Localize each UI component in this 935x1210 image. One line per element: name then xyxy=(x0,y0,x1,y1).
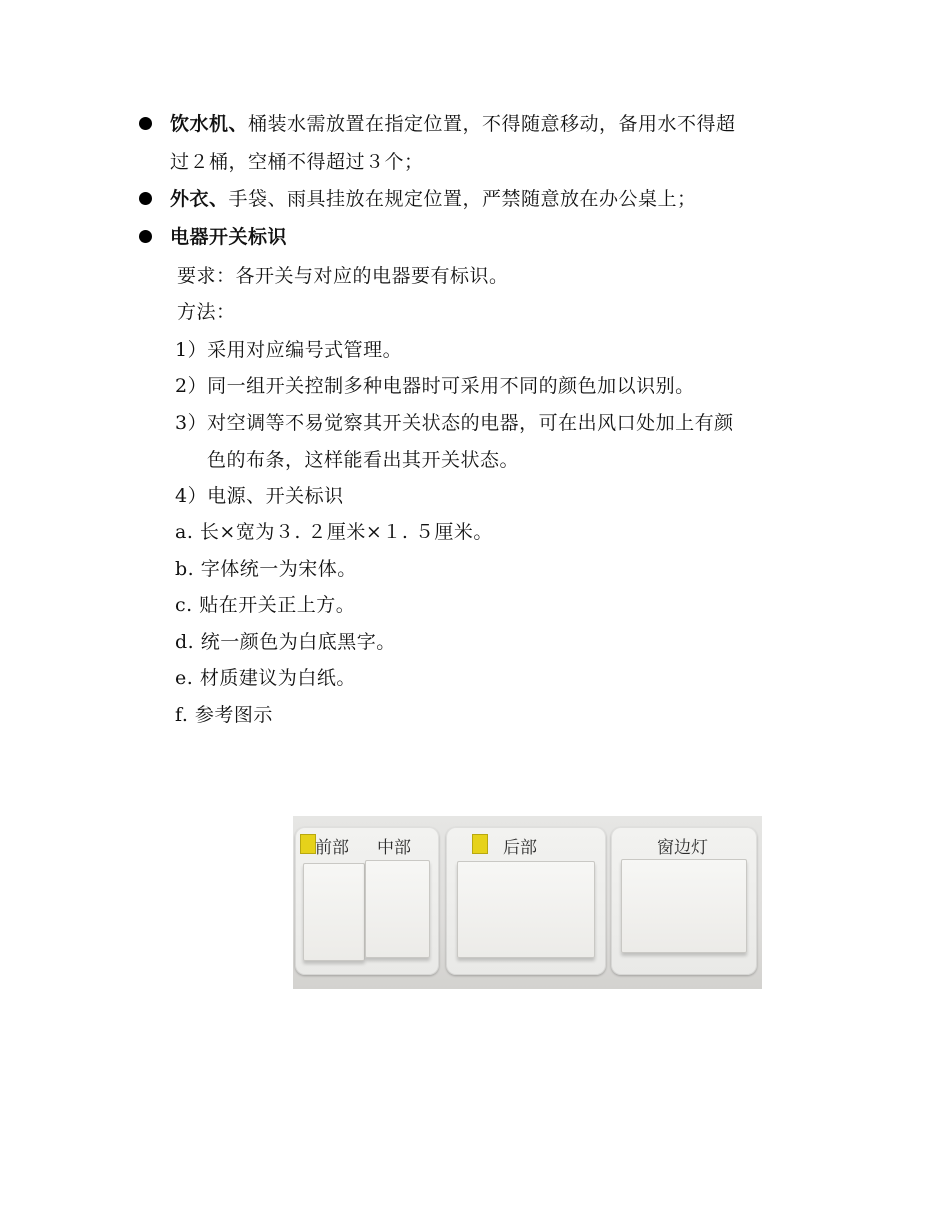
rocker-switch-window xyxy=(621,859,747,953)
sub-item-a: a. 长×宽为３. ２厘米×１. ５厘米。 xyxy=(175,521,493,543)
bullet-bold-label: 外衣、 xyxy=(170,188,229,210)
bullet-dot xyxy=(139,192,152,205)
method-heading: 方法： xyxy=(177,301,236,323)
yellow-tag-icon xyxy=(472,834,488,854)
bullet-dot xyxy=(139,117,152,130)
sub-item-b: b. 字体统一为宋体。 xyxy=(175,558,357,580)
switch-panel-photo xyxy=(293,816,762,989)
step-number: 1） xyxy=(175,339,208,361)
switch-label-middle: 中部 xyxy=(377,838,411,858)
step-text: 采用对应编号式管理。 xyxy=(207,339,403,361)
step-3-continuation: 色的布条，这样能看出其开关状态。 xyxy=(207,449,520,471)
switch-plate-rear xyxy=(446,827,606,975)
step-number: 4） xyxy=(175,485,208,507)
bullet-item-switch-labels xyxy=(170,223,287,251)
step-4 xyxy=(175,482,344,510)
sub-item-f: f. 参考图示 xyxy=(175,704,273,726)
switch-plate-double xyxy=(295,827,439,975)
requirement-text: 要求：各开关与对应的电器要有标识。 xyxy=(177,265,509,287)
step-number: 3） xyxy=(175,412,208,434)
bullet-item-coats xyxy=(170,185,697,213)
bullet-text: 桶装水需放置在指定位置，不得随意移动，备用水不得超 xyxy=(248,113,736,135)
switch-label-rear: 后部 xyxy=(503,838,537,858)
switch-label-window-light: 窗边灯 xyxy=(657,838,708,858)
switch-plate-window xyxy=(611,827,757,975)
sub-item-e: e. 材质建议为白纸。 xyxy=(175,667,356,689)
yellow-tag-icon xyxy=(300,834,316,854)
step-text: 电源、开关标识 xyxy=(207,485,344,507)
rocker-switch-middle xyxy=(365,860,430,958)
rocker-switch-rear xyxy=(457,861,595,958)
step-1 xyxy=(175,336,402,364)
step-text: 同一组开关控制多种电器时可采用不同的颜色加以识别。 xyxy=(207,375,695,397)
bullet-bold-label: 电器开关标识 xyxy=(170,226,288,248)
sub-item-c: c. 贴在开关正上方。 xyxy=(175,594,356,616)
switch-label-front: 前部 xyxy=(315,838,349,858)
step-3 xyxy=(175,409,734,437)
step-number: 2） xyxy=(175,375,208,397)
step-2 xyxy=(175,372,695,400)
bullet-continuation: 过２桶，空桶不得超过３个； xyxy=(170,151,424,173)
sub-item-d: d. 统一颜色为白底黑字。 xyxy=(175,631,396,653)
step-text: 对空调等不易觉察其开关状态的电器，可在出风口处加上有颜 xyxy=(207,412,734,434)
bullet-item-water-dispenser xyxy=(170,110,736,138)
bullet-text: 手袋、雨具挂放在规定位置，严禁随意放在办公桌上； xyxy=(228,188,697,210)
bullet-bold-label: 饮水机、 xyxy=(170,113,249,135)
rocker-switch-front xyxy=(303,863,365,961)
bullet-dot xyxy=(139,230,152,243)
